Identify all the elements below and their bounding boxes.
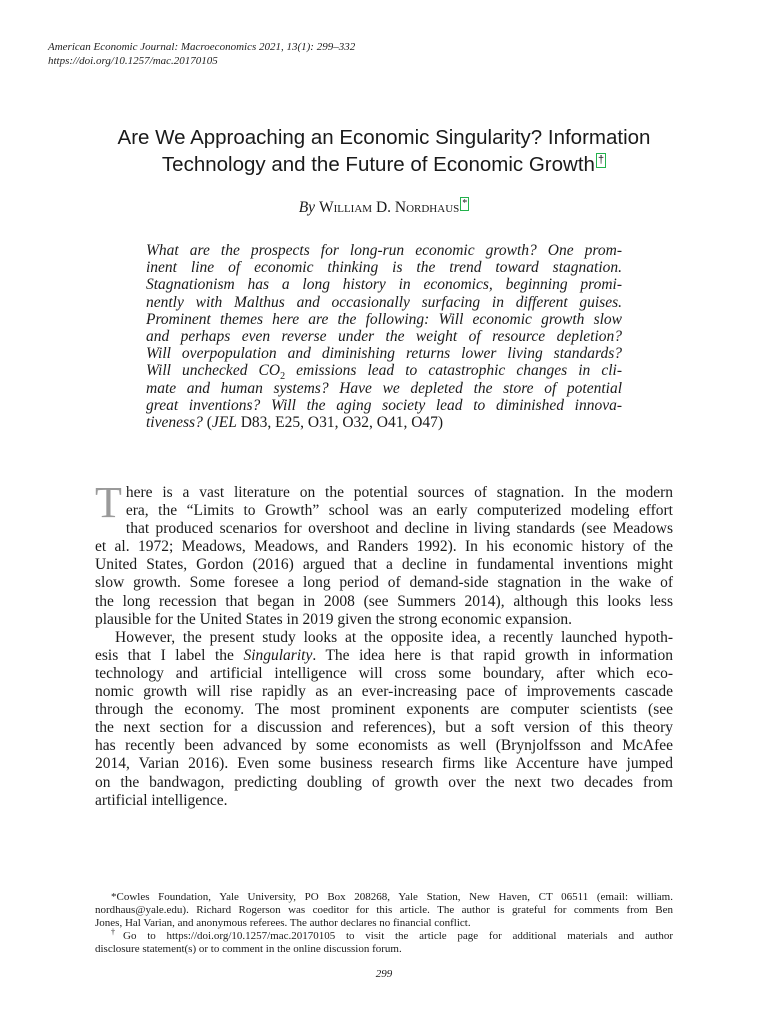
- doi-link[interactable]: https://doi.org/10.1257/mac.20170105: [48, 55, 218, 67]
- paper-title: [48, 124, 720, 178]
- body-line: the next section for a discussion and references), but a soft version of this theory: [95, 719, 673, 737]
- singularity-term: Singularity: [243, 646, 313, 664]
- abstract: [146, 242, 622, 431]
- byline: [0, 197, 768, 218]
- footnote-dagger-text[interactable]: Go to https://doi.org/10.1257/mac.20170105 to visit the article page for additional materials and author: [123, 930, 673, 942]
- abstract-line: What are the prospects for long-run economic growth? One prom-: [146, 242, 622, 259]
- author-footnote-link[interactable]: *: [462, 198, 468, 209]
- abstract-last-italic: tiveness?: [146, 414, 203, 432]
- body-line: nomic growth will rise rapidly as an ever-increasing pace of improvements cascade: [95, 683, 673, 701]
- abstract-co2-b: emissions lead to catastrophic changes in cli-: [285, 362, 623, 380]
- body-line: here is a vast literature on the potential sources of stagnation. In the modern: [125, 484, 673, 501]
- title-line-2-text: Technology and the Future of Economic Growth: [161, 153, 595, 176]
- abstract-line-co2: [146, 362, 623, 383]
- footnotes: [95, 891, 673, 956]
- body-line: era, the “Limits to Growth” school was an early computerized modeling effort: [125, 502, 673, 520]
- abstract-co2-subscript: 2: [280, 371, 286, 383]
- footnote-line: disclosure statement(s) or to comment in the online discussion forum.: [95, 943, 402, 955]
- paragraph-1-opening: [95, 478, 673, 527]
- title-dagger-footnote-link[interactable]: †: [597, 154, 605, 167]
- body-line: has recently been advanced by some economists as well (Brynjolfsson and McAfee: [95, 737, 673, 755]
- body-line: that produced scenarios for overshoot and decline in living standards (see Meadows: [125, 520, 673, 538]
- abstract-line: nently with Malthus and occasionally surfacing in different guises.: [146, 293, 622, 311]
- p2-line2-b: . The idea here is that rapid growth in information: [312, 646, 673, 664]
- footnote-star-line: [95, 891, 673, 904]
- body-line: on the bandwagon, predicting doubling of growth over the next two decades from: [95, 773, 673, 791]
- footnote-dagger-line: [95, 927, 673, 943]
- body-line: United States, Gordon (2016) argued that a decline in fundamental inventions might: [95, 556, 673, 574]
- abstract-line: Will overpopulation and diminishing returns lower living standards?: [146, 345, 622, 363]
- journal-header: [48, 40, 355, 68]
- footnote-line: Jones, Hal Varian, and anonymous referees. The author declares no financial conflict.: [95, 917, 471, 929]
- title-line-1: Are We Approaching an Economic Singularity? Information: [117, 126, 651, 149]
- body-line-singularity: [95, 647, 673, 665]
- drop-cap: T: [95, 478, 122, 527]
- body-line: the long recession that began in 2008 (see Summers 2014), although this looks less: [95, 592, 673, 610]
- jel-open: (: [202, 414, 212, 432]
- abstract-line: Prominent themes here are the following: Will economic growth slow: [146, 310, 622, 328]
- author-name: William D. Nordhaus: [318, 199, 460, 217]
- p2-line2-a: esis that I label the: [95, 646, 244, 664]
- footnote-star-text: Cowles Foundation, Yale University, PO Box 208268, Yale Station, New Haven, CT 06511 (email: william.: [116, 891, 673, 903]
- journal-citation: American Economic Journal: Macroeconomics 2021, 13(1): 299–332: [48, 41, 356, 53]
- body-line: 2014, Varian 2016). Even some business research firms like Accenture have jumped: [95, 755, 673, 773]
- body-line: However, the present study looks at the opposite idea, a recently launched hypoth-: [115, 628, 673, 646]
- jel-codes: D83, E25, O31, O32, O41, O47): [236, 414, 444, 432]
- abstract-line: great inventions? Will the aging society lead to diminished innova-: [146, 396, 622, 414]
- byline-by: By: [298, 199, 316, 217]
- abstract-line: inent line of economic thinking is the trend toward stagnation.: [146, 259, 622, 277]
- abstract-co2-a: Will unchecked CO: [146, 362, 281, 380]
- body-line: through the economy. The most prominent exponents are computer scientists (see: [95, 701, 673, 719]
- footnote-line: nordhaus@yale.edu). Richard Rogerson was coeditor for this article. The author is grateful for comments from Ben: [95, 904, 673, 916]
- abstract-line: and perhaps even reverse under the weight of resource depletion?: [146, 328, 622, 346]
- footnote-star-mark: *: [111, 891, 117, 903]
- abstract-last-line: [146, 414, 622, 431]
- body-line: slow growth. Some foresee a long period of demand-side stagnation in the wake of: [95, 574, 673, 592]
- body-line: technology and artificial intelligence will cross some boundary, after which eco-: [95, 664, 673, 682]
- footnote-dagger-mark: †: [111, 927, 123, 937]
- body-line: artificial intelligence.: [95, 791, 228, 809]
- body-line: et al. 1972; Meadows, Meadows, and Randers 1992). In his economic history of the: [95, 538, 673, 556]
- page-number: 299: [375, 968, 393, 980]
- title-line-2: [48, 151, 720, 178]
- abstract-line: Stagnationism has a long history in economics, beginning promi-: [146, 276, 622, 294]
- abstract-line: mate and human systems? Have we depleted the store of potential: [146, 379, 622, 397]
- body-text: [95, 478, 673, 810]
- body-line: plausible for the United States in 2019 given the strong economic expansion.: [95, 610, 572, 628]
- jel-label: JEL: [211, 414, 237, 432]
